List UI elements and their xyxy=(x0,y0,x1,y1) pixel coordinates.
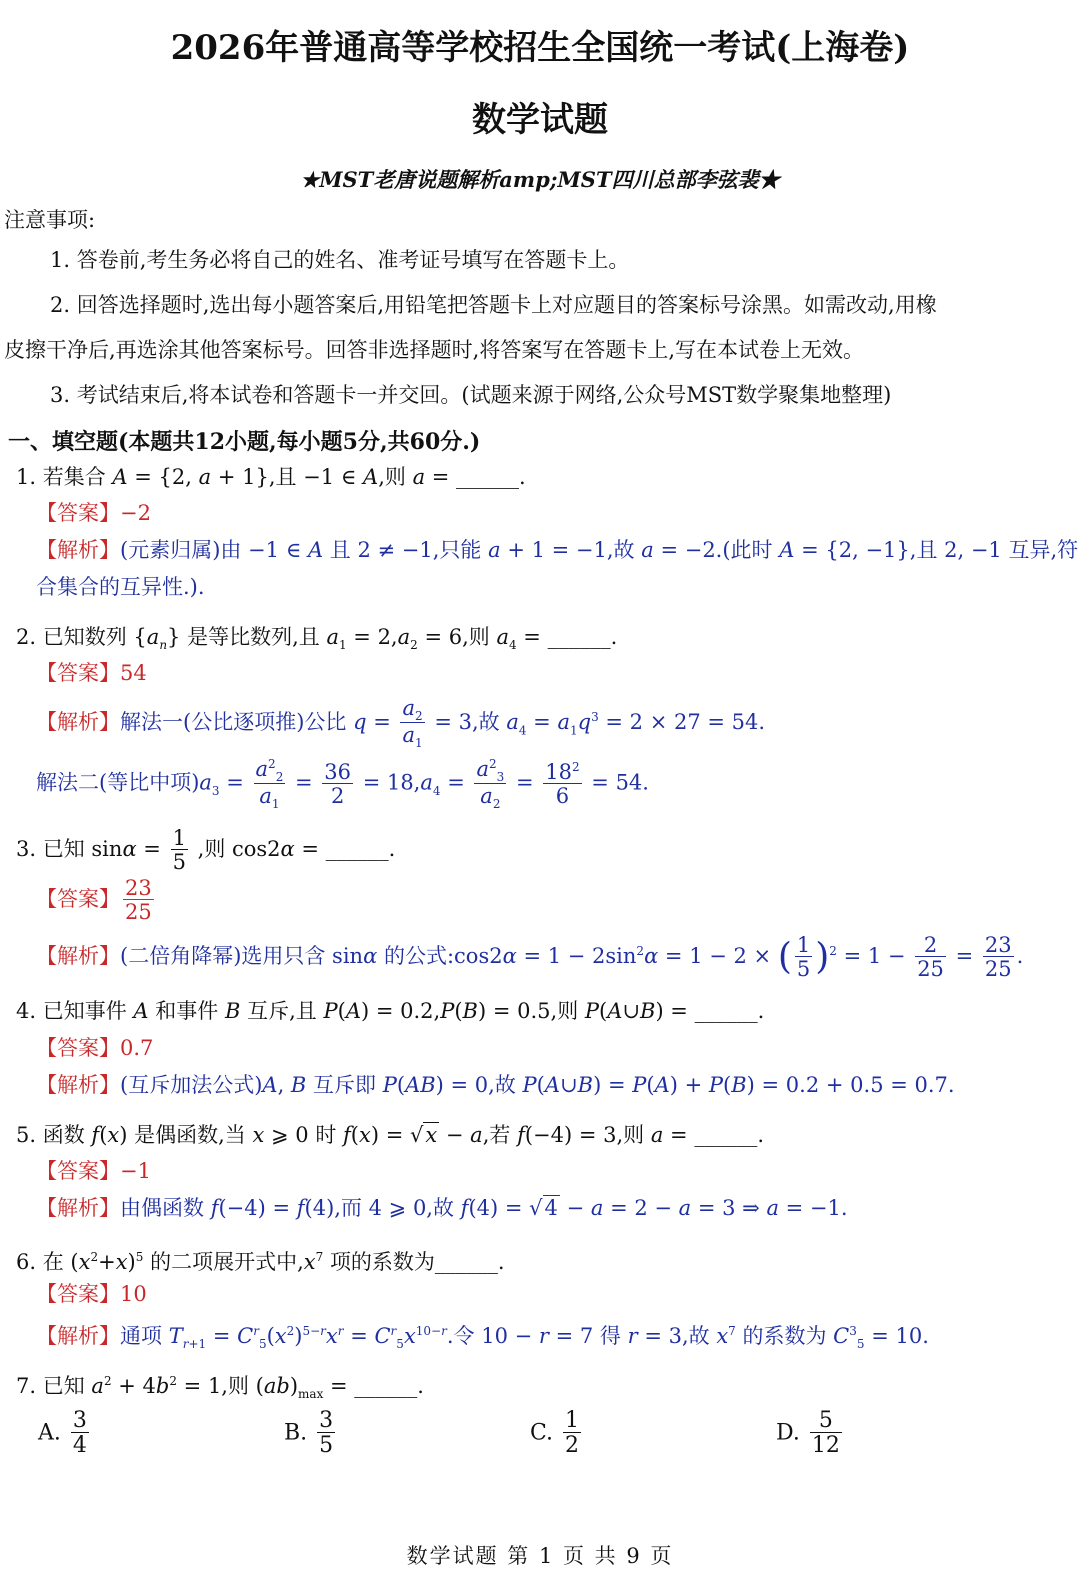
fraction: $\frac{1}{2}$ xyxy=(565,1408,580,1458)
exam-subject-title: 数学试题 xyxy=(472,100,608,140)
answer-6: 【答案】10 xyxy=(36,1282,147,1306)
answer-4: 【答案】0.7 xyxy=(36,1036,154,1060)
question-5: 5. 函数 f(x) 是偶函数,当 x ⩾ 0 时 f(x) = √x − a,若 f(−4) = 3,则 a = ______. xyxy=(16,1123,764,1147)
analysis-1-line2: 合集合的互异性.). xyxy=(36,575,205,599)
fraction: $\frac{1}{5}$ xyxy=(796,933,811,981)
credit-line: ★MST老唐说题解析amp;MST四川总部李弦裴★ xyxy=(300,167,780,192)
exam-title: 2026年普通高等学校招生全国统一考试(上海卷) xyxy=(170,28,910,68)
option-c[interactable]: C. $\frac{1}{2}$ xyxy=(530,1408,580,1458)
notice-item-2-line1: 2. 回答选择题时,选出每小题答案后,用铅笔把答题卡上对应题目的答案标号涂黑。如需改动,用橡 xyxy=(50,293,937,317)
fraction: $\frac{2}{25}$ xyxy=(917,933,944,981)
question-7: 7. 已知 $a^2 + 4b^2 = 1$,则 $(ab)_{max}$ = ______. xyxy=(16,1374,424,1402)
fraction: $\frac{3}{4}$ xyxy=(72,1408,87,1458)
analysis-1: 【解析】(元素归属)由 −1 ∈ A 且 2 ≠ −1,只能 a + 1 = −1,故 a = −2.(此时 A = {2, −1},且 2, −1 互异,符 xyxy=(36,538,1079,562)
fraction: $\frac{23}{25}$ xyxy=(984,933,1012,981)
analysis-3: 【解析】(二倍角降幂)选用只含 sinα 的公式:cos2α = $1 - 2\sin^2\alpha = 1 - 2$ × ( $\frac{1}{5}$ )$^2$ = 1 − $\frac{2}{25}$ = $\frac{23}{25}$ . xyxy=(36,933,1024,981)
fraction: $\frac{a_2}{a_1}$ xyxy=(402,696,423,751)
fraction: $\frac{a^2_2}{a_1}$ xyxy=(255,757,284,812)
question-6: 6. 在 $(x^2+x)^5$ 的二项展开式中$,x^7$ 项的系数为______. xyxy=(16,1250,505,1274)
analysis-4: 【解析】(互斥加法公式)A, B 互斥即 P(AB) = 0,故 P(A∪B) = P(A) + P(B) = 0.2 + 0.5 = 0.7. xyxy=(36,1073,955,1097)
fraction: $\frac{5}{12}$ xyxy=(811,1408,840,1458)
fraction: $\frac{36}{2}$ xyxy=(324,759,352,808)
option-a[interactable]: A. $\frac{3}{4}$ xyxy=(38,1408,87,1458)
question-4: 4. 已知事件 A 和事件 B 互斥,且 P(A) = 0.2,P(B) = 0.5,则 P(A∪B) = ______. xyxy=(16,999,765,1023)
answer-3: 【答案】 $\frac{23}{25}$ xyxy=(36,876,152,924)
fraction: $\frac{18^2}{6}$ xyxy=(545,760,580,809)
answer-1: 【答案】−2 xyxy=(36,501,151,525)
question-1: 1. 若集合 A = {2, a + 1},且 −1 ∈ A,则 a = ______. xyxy=(16,465,526,489)
notice-item-1: 1. 答卷前,考生务必将自己的姓名、准考证号填写在答题卡上。 xyxy=(50,248,630,272)
section-fill-in-title: 一、填空题(本题共12小题,每小题5分,共60分.) xyxy=(8,429,481,455)
analysis-5: 【解析】由偶函数 f(−4) = f(4),而 4 ⩾ 0,故 f(4) = √4 − a = 2 − a = 3 ⇒ a = −1. xyxy=(36,1196,848,1220)
analysis-2-method1: 【解析】解法一(公比逐项推)公比 q = $\frac{a_2}{a_1}$ = 3,故 $a_4 = a_1q^3 = 2 \times 27 = 54$. xyxy=(36,696,766,751)
question-2: 2. 已知数列 $\{a_n\}$ 是等比数列,且 $a_1 = 2,a_2 = 6$,则 $a_4$ = ______. xyxy=(16,625,618,653)
analysis-2-method2: 解法二(等比中项)$a_3$ = $\frac{a^2_2}{a_1}$ = $\frac{36}{2}$ = $18,a_4$ = $\frac{a^2_3}{a_2}$ = $\frac{18^2}{6}$ = 54. xyxy=(36,757,649,812)
fraction: $\frac{23}{25}$ xyxy=(125,876,152,924)
notice-item-2-line2: 皮擦干净后,再选涂其他答案标号。回答非选择题时,将答案写在答题卡上,写在本试卷上无效。 xyxy=(4,338,865,362)
fraction: $\frac{a^2_3}{a_2}$ xyxy=(476,757,505,812)
page-footer: 数学试题 第 1 页 共 9 页 xyxy=(406,1544,674,1568)
answer-2: 【答案】54 xyxy=(36,661,147,685)
option-b[interactable]: B. $\frac{3}{5}$ xyxy=(284,1408,334,1458)
notice-heading: 注意事项: xyxy=(4,208,96,232)
question-3: 3. 已知 sinα = $\frac{1}{5}$ ,则 cos2α = ______. xyxy=(16,826,396,874)
fraction: $\frac{1}{5}$ xyxy=(172,826,186,874)
notice-item-3: 3. 考试结束后,将本试卷和答题卡一并交回。(试题来源于网络,公众号MST数学聚集地整理) xyxy=(50,383,892,407)
analysis-6: 【解析】通项 $T_{r+1} = C^r_5(x^2)^{5-r}x^r = C^r_5x^{10-r}$.令 10 − r = 7 得 r = 3,故 $x^7$ 的系数为 $C^3_5 = 10$. xyxy=(36,1324,929,1352)
answer-5: 【答案】−1 xyxy=(36,1159,151,1183)
option-d[interactable]: D. $\frac{5}{12}$ xyxy=(776,1408,840,1458)
fraction: $\frac{3}{5}$ xyxy=(319,1408,334,1458)
